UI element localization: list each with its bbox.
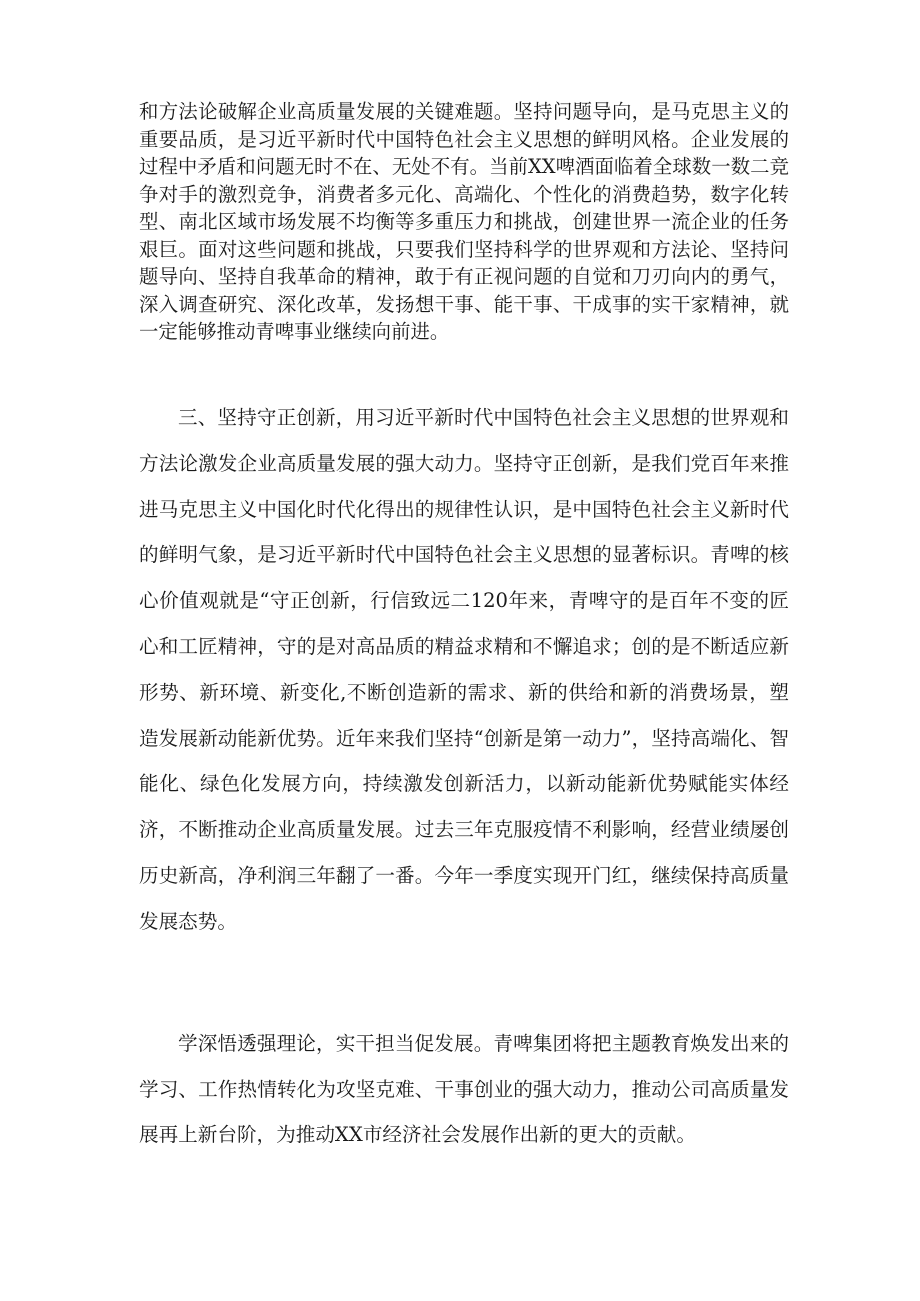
body-paragraph-3: 学深悟透强理论，实干担当促发展。青啤集团将把主题教育焕发出来的学习、工作热情转化为攻坚克难、干事创业的强大动力，推动公司高质量发展再上新台阶，为推动XX市经济社会发展作出新的更大的贡献。: [139, 1032, 789, 1146]
body-paragraph-2: 三、坚持守正创新，用习近平新时代中国特色社会主义思想的世界观和方法论激发企业高质量发展的强大动力。坚持守正创新，是我们党百年来推进马克思主义中国化时代化得出的规律性认识，是中国特色社会主义新时代的鲜明气象，是习近平新时代中国特色社会主义思想的显著标识。青啤的核心价值观就是“守正创新，行信致远二120年来，青啤守的是百年不变的匠心和工匠精神，守的是对高品质的精益求精和不懈追求；创的是不断适应新形势、新环境、新变化,不断创造新的需求、新的供给和新的消费场景，塑造发展新动能新优势。近年来我们坚持“创新是第一动力”，坚持高端化、智能化、绿色化发展方向，持续激发创新活力，以新动能新优势赋能实体经济，不断推动企业高质量发展。过去三年克服疫情不利影响，经营业绩屡创历史新高，净利润三年翻了一番。今年一季度实现开门红，继续保持高质量发展态势。: [139, 406, 789, 933]
body-paragraph-1: 和方法论破解企业高质量发展的关键难题。坚持问题导向，是马克思主义的重要品质，是习近平新时代中国特色社会主义思想的鲜明风格。企业发展的过程中矛盾和问题无时不在、无处不有。当前XX啤酒面临着全球数一数二竞争对手的激烈竞争，消费者多元化、高端化、个性化的消费趋势，数字化转型、南北区域市场发展不均衡等多重压力和挑战，创建世界一流企业的任务艰巨。面对这些问题和挑战，只要我们坚持科学的世界观和方法论、坚持问题导向、坚持自我革命的精神，敢于有正视问题的自觉和刀刃向内的勇气，深入调查研究、深化改革，发扬想干事、能干事、干成事的实干家精神，就一定能够推动青啤事业继续向前进。: [139, 100, 789, 343]
